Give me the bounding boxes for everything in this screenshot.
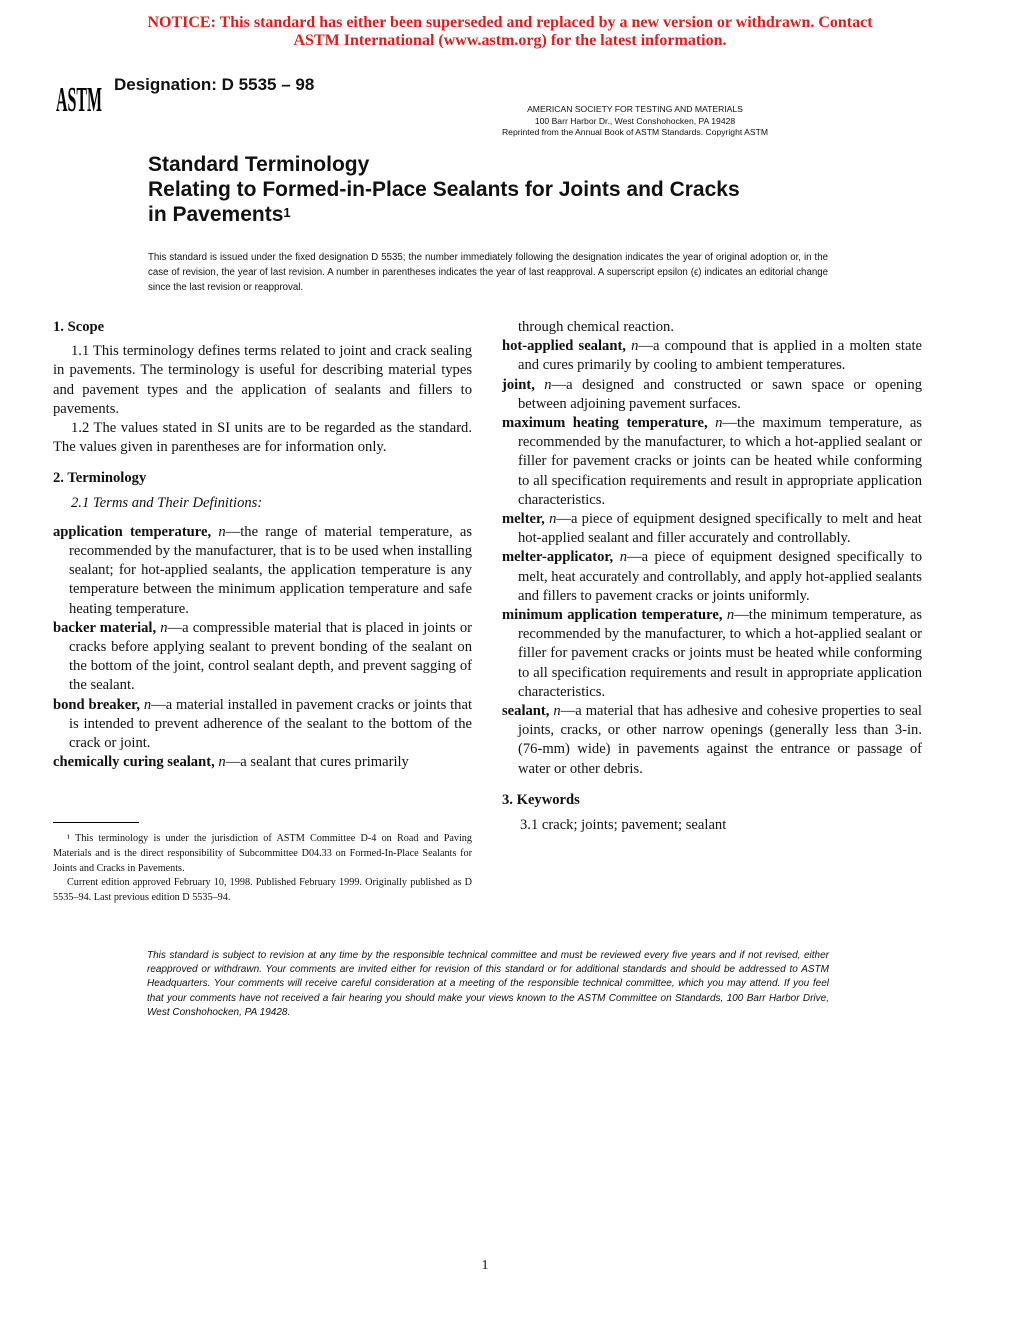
footnote (53, 832, 472, 906)
terminology-heading: 2. Terminology (53, 470, 147, 487)
part-of-speech: n (143, 696, 152, 713)
notice-line-1: NOTICE: This standard has either been superseded and replaced by a new version or withdrawn. Contact (147, 14, 873, 31)
part-of-speech: n (549, 511, 557, 528)
terminology-sub: 2.1 Terms and Their Definitions: (71, 494, 263, 511)
definition-entry (502, 606, 922, 702)
footnote-2: Current edition approved February 10, 1998. Published February 1999. Originally published as D 5535–94. Last previous edition D 5535–94. (53, 877, 472, 904)
terms-right-list (502, 337, 922, 779)
definition-entry (53, 753, 472, 772)
definition-entry (53, 619, 472, 696)
definition-entry (502, 337, 922, 375)
title-footnote-mark: 1 (283, 205, 291, 220)
scope-1-2: 1.2 The values stated in SI units are to be regarded as the standard. The values given in parentheses are for information only. (53, 420, 472, 456)
page-number: 1 (481, 1258, 489, 1273)
part-of-speech: n (218, 754, 226, 771)
definition-entry (53, 523, 472, 619)
definition-text: —the range of material temperature, as recommended by the manufacturer, that is to be used when installing sealant; for hot-applied sealants, the application temperature is any temperature between the minimum application temperature and safe heating temperature. (69, 523, 472, 617)
document-title (148, 152, 928, 227)
definition-entry (502, 414, 922, 510)
title-line-2: Relating to Formed-in-Place Sealants for Joints and Cracks (148, 178, 740, 201)
society-address: 100 Barr Harbor Dr., West Conshohocken, PA 19428 (534, 115, 736, 126)
definition-entry (502, 548, 922, 606)
part-of-speech: n (160, 619, 168, 636)
scope-1-1: 1.1 This terminology defines terms related to joint and crack sealing in pavements. The terminology is useful for describing material types and pavement types and the application of sealants and fillers to pavements. (53, 343, 472, 417)
right-column (502, 318, 922, 835)
definition-text: —a designed and constructed or sawn space or opening between adjoining pavement surfaces. (518, 376, 922, 412)
designation: Designation: D 5535 – 98 (114, 75, 315, 94)
definition-text: —a material that has adhesive and cohesive properties to seal joints, cracks, or other narrow openings (generally less than 3-in. (76-mm) wide) in pavements against the entrance or passage of water or other debris. (518, 703, 922, 777)
part-of-speech: n (553, 703, 561, 720)
definition-entry (53, 696, 472, 754)
defined-term: application temperature, (53, 523, 212, 540)
footnote-1: ¹ This terminology is under the jurisdiction of ASTM Committee D-4 on Road and Paving Materials and is the direct responsibility of Subcommittee D04.33 on Formed-In-Place Sealants for Joints and Cracks in Pavements. (53, 833, 472, 874)
definition-text: —the minimum temperature, as recommended by the manufacturer, to which a hot-applied sealant or filler for pavement cracks or joints must be heated while conforming to all specification requirements and result in appropriate application characteristics. (518, 607, 922, 700)
part-of-speech: n (715, 415, 723, 432)
terms-left-list (53, 523, 472, 773)
keywords-heading: 3. Keywords (502, 791, 580, 808)
reprint-line: Reprinted from the Annual Book of ASTM Standards. Copyright ASTM (501, 127, 769, 137)
defined-term: maximum heating temperature, (502, 415, 708, 432)
definition-entry (502, 376, 922, 414)
revision-notice: This standard is subject to revision at any time by the responsible technical committee and must be reviewed every five years and if not revised, either reapproved or withdrawn. Your comments are invited either for revision of this standard or for additional standards and should be addressed to ASTM Headquarters. Your comments will receive careful consideration at a meeting of the responsible technical committee, which you may attend. If you feel that your comments have not received a fair hearing you should make your views known to the ASTM Committee on Standards, 100 Barr Harbor Drive, West Conshohocken, PA 19428. (147, 950, 829, 1018)
definition-text: —a sealant that cures primarily (225, 754, 409, 771)
defined-term: sealant, (502, 703, 550, 720)
logo-lettering: ASTM (56, 79, 102, 119)
definition-text: —a piece of equipment designed specifically to melt and heat hot-applied sealant and filler accurately and controllably. (518, 511, 922, 547)
society-block (300, 104, 970, 139)
title-line-3: in Pavements (148, 203, 284, 226)
supersession-notice (0, 14, 1020, 50)
definition-entry (502, 510, 922, 548)
part-of-speech: n (619, 549, 627, 566)
astm-logo (54, 74, 104, 118)
scope-heading: 1. Scope (53, 319, 105, 335)
defined-term: backer material, (53, 619, 157, 636)
defined-term: joint, (502, 376, 535, 393)
definition-text: —a material installed in pavement cracks or joints that is intended to prevent adherence of the sealant to the bottom of the crack or joint. (69, 696, 473, 752)
definition-text: —the maximum temperature, as recommended by the manufacturer, to which a hot-applied sealant or filler for pavement cracks or joints can be heated while conforming to all specification requirements and result in appropriate application characteristics. (518, 415, 922, 508)
definition-entry (502, 702, 922, 779)
part-of-speech: n (631, 338, 639, 355)
definition-continuation: through chemical reaction. (518, 319, 675, 335)
footnote-rule (53, 822, 139, 823)
definition-text: —a piece of equipment designed specifically to melt, heat accurately and controllably, and apply hot-applied sealants and fillers to pavement cracks or joints uniformly. (518, 549, 923, 604)
defined-term: bond breaker, (53, 696, 140, 713)
definition-text: —a compound that is applied in a molten state and cures primarily by cooling to ambient temperatures. (518, 338, 922, 374)
part-of-speech: n (218, 523, 226, 540)
part-of-speech: n (544, 376, 552, 393)
defined-term: melter-applicator, (502, 549, 614, 566)
definition-text: —a compressible material that is placed in joints or cracks before applying sealant to prevent bonding of the sealant on the bottom of the joint, control sealant depth, and prevent sagging of the sealant. (69, 619, 472, 694)
society-name: AMERICAN SOCIETY FOR TESTING AND MATERIALS (527, 104, 743, 114)
part-of-speech: n (726, 607, 735, 624)
defined-term: chemically curing sealant, (53, 754, 215, 771)
defined-term: hot-applied sealant, (502, 338, 626, 355)
defined-term: melter, (502, 511, 545, 528)
issued-statement: This standard is issued under the fixed designation D 5535; the number immediately following the designation indicates the year of original adoption or, in the case of revision, the year of last revision. A number in parentheses indicates the year of last reapproval. A superscript epsilon (ϵ) indicates an editorial change since the last revision or reapproval. (148, 252, 828, 293)
left-column (53, 318, 472, 772)
defined-term: minimum application temperature, (502, 607, 723, 624)
notice-line-2: ASTM International (www.astm.org) for the latest information. (293, 32, 727, 49)
title-line-1: Standard Terminology (148, 153, 370, 176)
keywords-text: 3.1 crack; joints; pavement; sealant (520, 817, 727, 834)
